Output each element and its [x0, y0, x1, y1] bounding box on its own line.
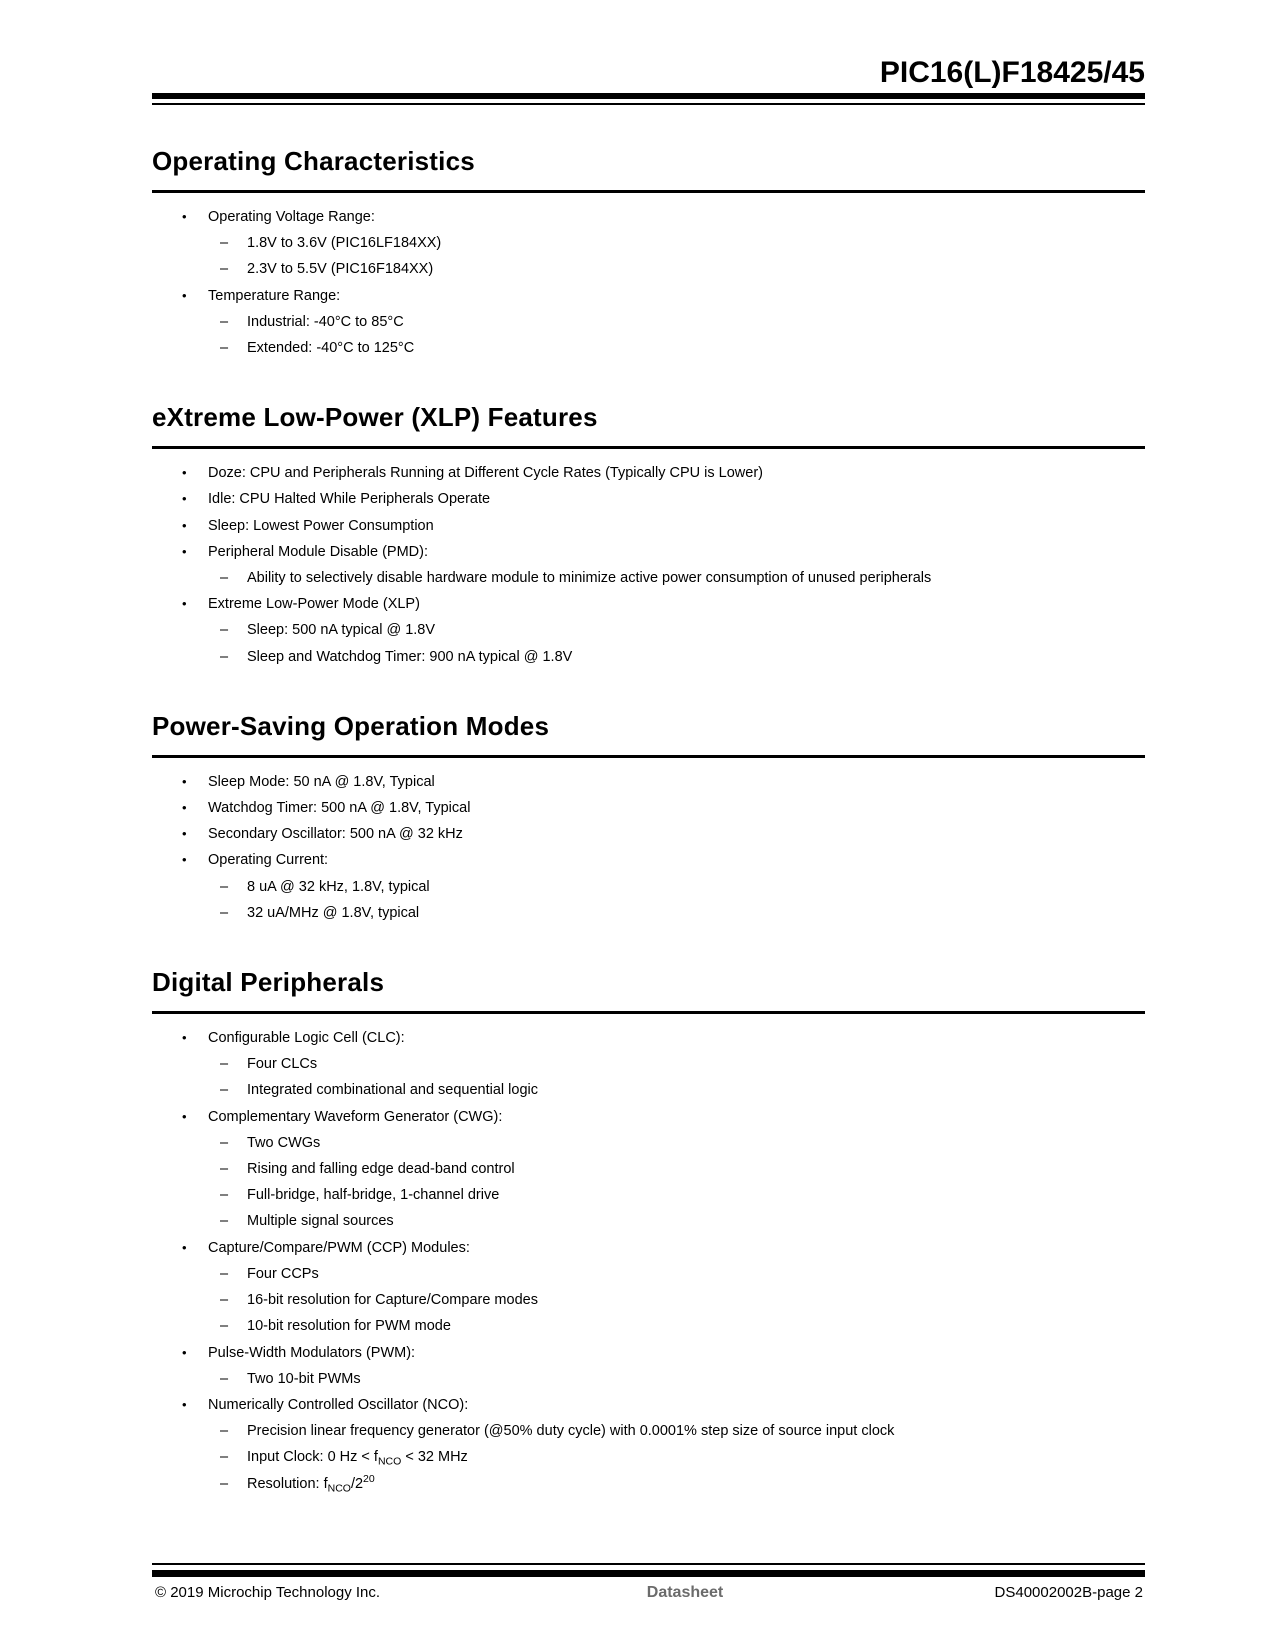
list-item: • Capture/Compare/PWM (CCP) Modules:	[152, 1235, 1145, 1261]
section-heading: Power-Saving Operation Modes	[152, 710, 550, 741]
list-item: – 10-bit resolution for PWM mode	[152, 1313, 1145, 1339]
list-item: – Rising and falling edge dead-band control	[152, 1156, 1145, 1182]
page-footer	[152, 1563, 1145, 1603]
bullet-list	[152, 769, 1145, 926]
bullet-list	[152, 1025, 1145, 1497]
list-item: • Sleep: Lowest Power Consumption	[152, 513, 1145, 539]
list-item-resolution	[152, 1471, 1145, 1497]
list-item: – Industrial: -40°C to 85°C	[152, 309, 1145, 335]
subscript-nco: NCO	[377, 1455, 402, 1468]
list-item: • Temperature Range:	[152, 283, 1145, 309]
section-xlp-features	[152, 401, 1145, 670]
footer-rule-thick	[152, 1570, 1145, 1577]
footer-rule-thin	[152, 1563, 1145, 1565]
list-item: • Extreme Low-Power Mode (XLP)	[152, 591, 1145, 617]
list-item: – 16-bit resolution for Capture/Compare modes	[152, 1287, 1145, 1313]
item-text: Input Clock: 0 Hz < f	[247, 1449, 378, 1466]
footer-row	[152, 1583, 1145, 1603]
list-item: • Peripheral Module Disable (PMD):	[152, 539, 1145, 565]
list-item: – Two CWGs	[152, 1130, 1145, 1156]
bullet-list	[152, 204, 1145, 361]
superscript-20: 20	[363, 1472, 375, 1485]
section-power-saving-modes	[152, 710, 1145, 926]
list-item: – Multiple signal sources	[152, 1208, 1145, 1234]
section-rule	[152, 446, 1145, 449]
header-rule-thick	[152, 93, 1145, 99]
footer-center-label: Datasheet	[646, 1584, 724, 1601]
list-item: • Configurable Logic Cell (CLC):	[152, 1025, 1145, 1051]
list-item: • Sleep Mode: 50 nA @ 1.8V, Typical	[152, 769, 1145, 795]
list-item: • Idle: CPU Halted While Peripherals Operate	[152, 486, 1145, 512]
list-item: • Doze: CPU and Peripherals Running at Different Cycle Rates (Typically CPU is Lower)	[152, 460, 1145, 486]
list-item-input-clock	[152, 1444, 1145, 1470]
section-operating-characteristics	[152, 145, 1145, 361]
item-text: < 32 MHz	[401, 1449, 468, 1466]
subscript-nco: NCO	[327, 1482, 351, 1495]
list-item: • Secondary Oscillator: 500 nA @ 32 kHz	[152, 821, 1145, 847]
section-rule	[152, 1011, 1145, 1014]
footer-copyright: © 2019 Microchip Technology Inc.	[155, 1584, 381, 1601]
list-item: – Full-bridge, half-bridge, 1-channel drive	[152, 1182, 1145, 1208]
list-item: • Operating Current:	[152, 847, 1145, 873]
item-text: /2	[350, 1475, 364, 1492]
list-item: – Integrated combinational and sequential logic	[152, 1077, 1145, 1103]
document-title: PIC16(L)F18425/45	[879, 56, 1145, 89]
list-item: – Four CCPs	[152, 1261, 1145, 1287]
list-item: – Extended: -40°C to 125°C	[152, 335, 1145, 361]
section-rule	[152, 755, 1145, 758]
list-item: – Two 10-bit PWMs	[152, 1366, 1145, 1392]
list-item: • Numerically Controlled Oscillator (NCO):	[152, 1392, 1145, 1418]
section-heading: Digital Peripherals	[152, 967, 385, 998]
item-text: Resolution: f	[247, 1475, 328, 1492]
bullet-list	[152, 460, 1145, 670]
list-item: – Sleep and Watchdog Timer: 900 nA typical @ 1.8V	[152, 644, 1145, 670]
section-heading: Operating Characteristics	[152, 146, 475, 176]
list-item: – Four CLCs	[152, 1051, 1145, 1077]
list-item: – 1.8V to 3.6V (PIC16LF184XX)	[152, 230, 1145, 256]
list-item: – Precision linear frequency generator (@50% duty cycle) with 0.0001% step size of source input clock	[152, 1418, 1145, 1444]
section-digital-peripherals	[152, 966, 1145, 1497]
list-item: • Operating Voltage Range:	[152, 204, 1145, 230]
list-item: – Ability to selectively disable hardware module to minimize active power consumption of unused peripherals	[152, 565, 1145, 591]
section-heading: eXtreme Low-Power (XLP) Features	[152, 402, 598, 433]
list-item: • Complementary Waveform Generator (CWG):	[152, 1104, 1145, 1130]
list-item: – 32 uA/MHz @ 1.8V, typical	[152, 900, 1145, 926]
list-item: – 8 uA @ 32 kHz, 1.8V, typical	[152, 874, 1145, 900]
section-rule	[152, 190, 1145, 193]
header-rule-thin	[152, 103, 1145, 105]
list-item: – 2.3V to 5.5V (PIC16F184XX)	[152, 256, 1145, 282]
list-item: • Pulse-Width Modulators (PWM):	[152, 1340, 1145, 1366]
page-content	[152, 0, 1145, 1497]
list-item: • Watchdog Timer: 500 nA @ 1.8V, Typical	[152, 795, 1145, 821]
footer-page-number: DS40002002B-page 2	[994, 1584, 1143, 1601]
list-item: – Sleep: 500 nA typical @ 1.8V	[152, 617, 1145, 643]
